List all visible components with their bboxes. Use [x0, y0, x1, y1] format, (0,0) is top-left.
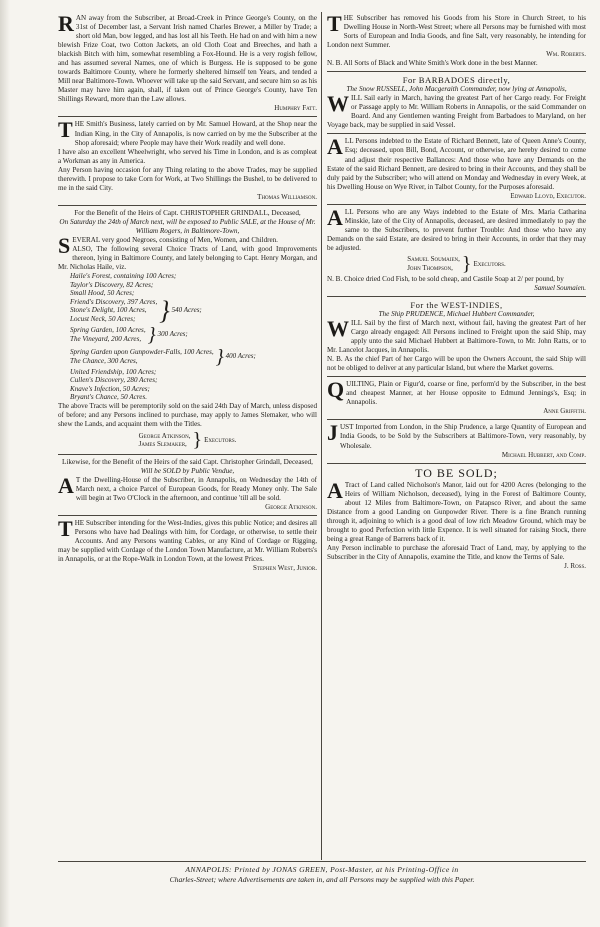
ad-text: LL Persons who are any Ways indebted to the Estate of Mrs. Maria Catharina Minskie, late of the City of Annapolis, deceased, are desired immediately to pay the same to the Subscribers, to prevent further Trouble: And those who have any Demands on the said Estate, are desired to bring in their Accounts, in order that they may be adjusted. — [327, 207, 586, 252]
ad-signature: Edward Lloyd, Executor. — [510, 191, 586, 200]
tract-item: Taylor's Discovery, 82 Acres; — [70, 280, 154, 289]
ad-note: N. B. Choice dried Cod Fish, to be sold cheap, and Castile Soap at 2/ per pound, by — [327, 274, 564, 283]
ad-text: HE Smith's Business, lately carried on by Mr. Samuel Howard, at the Shop near the Indian King, in the City of Annapolis, is now carried on by me the Subscriber at the Shop aforesaid; where People may have their Work readily and well done. — [74, 120, 317, 147]
divider — [327, 204, 586, 205]
ad-imported-goods — [327, 420, 586, 459]
ad-text: UST Imported from London, in the Ship Prudence, a large Quantity of European and India Goods, to be Sold by the Subscribers at Baltimore-Town, very reasonably, by Wholesale. — [340, 423, 586, 450]
tract-item: The Vineyard, 200 Acres, — [70, 334, 142, 343]
ad-west-indies-ship — [327, 300, 586, 373]
executors-block — [58, 429, 317, 451]
ad-note: N. B. All Sorts of Black and White Smith's Work done in the best Manner. — [327, 59, 538, 68]
tract-item: Haile's Forest, containing 100 Acres; — [70, 272, 177, 281]
left-column — [58, 14, 317, 863]
ad-body — [327, 91, 586, 130]
tract-item: Locust Neck, 50 Acres; — [70, 315, 136, 323]
executor-name: John Thompson, — [407, 263, 453, 272]
ad-runaway-servant — [58, 14, 317, 104]
ad-text: HE Subscriber has removed his Goods from his Store in Church Street, to his Dwelling House in North-West Street; where all Persons may be furnished with most Sorts of European and India Goods, and fine Salt, very reasonably, he intending for London next Summer. — [327, 14, 586, 50]
ad-text: HE Subscriber intending for the West-Indies, gives this public Notice; and desires all Persons who have had Dealings with him, for Cordage, or otherwise, to settle their Accounts. And any Persons wanting Cables, or any Kind of Cordage or Rigging, may be supplied with Cordage of the London Town Manufacture, at Mr. William Roberts's in Annapolis, or at the Rope-Walk in London Town, at the lowest Prices. — [58, 519, 317, 564]
ad-text-3: The above Tracts will be peremptorily sold on the said 24th Day of March, unless disposed of before; and any Persons inclined to purchase, may apply to James Slemaker, who will shew the Lands, and acquaint them with the Titles. — [58, 401, 317, 429]
ad-subheading: On Saturday the 24th of March next, will be exposed to Public SALE, at the House of Mr. William Rogers, in Baltimore-Town, — [59, 217, 316, 235]
tract-group — [70, 324, 317, 346]
dropcap: T — [58, 516, 73, 542]
dropcap: Q — [327, 377, 345, 403]
ad-heading: For the WEST-INDIES, — [410, 299, 503, 310]
dropcap: J — [327, 420, 338, 446]
divider — [58, 454, 317, 455]
ad-signature: Anne Griffith. — [543, 407, 586, 416]
ad-signature: Michael Hubbert, and Comp. — [501, 450, 586, 459]
divider — [58, 861, 586, 862]
imprint-line-1: ANNAPOLIS: Printed by JONAS GREEN, Post-Master, at his Printing-Office in — [185, 865, 459, 874]
dropcap: T — [58, 117, 73, 143]
ad-subheading: The Snow RUSSELL, John Macgeraith Commander, now lying at Annapolis, — [346, 85, 567, 94]
tract-item: Spring Garden, 100 Acres, — [70, 326, 146, 334]
executors-block — [327, 253, 586, 275]
divider — [327, 463, 586, 464]
divider — [58, 515, 317, 516]
ad-text: ILL Sail early in March, having the greatest Part of her Cargo ready. For Freight or Passage apply to Mr. William Roberts in Annapolis, or the said Commander on Board. And any Gentlemen wanting Freight from Barbadoes to Maryland, on her Voyage back, may be supplied in said Vessel. — [327, 94, 586, 130]
page-edge-shadow — [0, 0, 10, 927]
ad-body — [327, 477, 586, 562]
ad-text-2: ALSO, The following several Choice Tracts of Land, with good Improvements thereon, lying in Baltimore County, and lately belonging to Capt. Henry Morgan, and Mr. Nicholas Haile, viz. — [58, 244, 317, 271]
divider — [327, 296, 586, 297]
ad-subheading: The Ship PRUDENCE, Michael Hubbert Commander, — [378, 309, 535, 318]
dropcap: W — [327, 315, 349, 341]
ad-signature: Wm. Roberts. — [546, 50, 586, 59]
executor-name: James Slemaker, — [138, 440, 187, 449]
ad-body — [327, 420, 586, 450]
dropcap: A — [327, 134, 343, 160]
tract-list — [58, 272, 317, 402]
ad-text: AN away from the Subscriber, at Broad-Creek in Prince George's County, on the 31st of December last, a Servant Irish named Charles Brewer, a Miller by Trade; a short old Man, bow legged, and has lost all his Teeth. He had on and with him a new blewish Frize Coat, two Cotton Jackets, an old Cloth Coat and Breeches, and hath a blackish Bitch with him, somewhat resembling a Fox-Hound. He is a very rogish fellow, and has assumed several Names, one of which is Burgess. He is supposed to be gone towards Baltimore County, where he formerly sheltered himself ten Years, and tended a Mill near Baltimore-Town. Whoever will take up the said Servant, and secure him so as his Master may have him again, shall, if taken out of Prince George's County, have Ten Shillings Reward, more than the Law allows. — [58, 14, 317, 104]
divider — [327, 133, 586, 134]
divider — [327, 376, 586, 377]
ad-body — [327, 377, 586, 407]
dropcap: A — [58, 473, 74, 499]
group-total: 300 Acres; — [157, 330, 188, 339]
tract-group — [70, 346, 317, 368]
ad-text: LL Persons indebted to the Estate of Richard Bennett, late of Queen Anne's County, Esq; deceased, upon Bill, Bond, Account, or otherwise, are hereby desired to come and adjust their respective Ballances: And those who have any Demands on the Estate of the said Richard Bennett, are desired to bring in their Accounts, and they shall be duly paid by the Subscriber; who will attend on Monday and Wednesday in every Week, at his Dwelling House on Wye River, in Talbot County, for the Purposes aforesaid. — [327, 137, 586, 191]
ad-minskie-estate — [327, 204, 586, 293]
dropcap: S — [58, 232, 71, 258]
ad-body — [327, 14, 586, 50]
imprint-line-2: Charles-Street; where Advertisements are taken in, and all Persons may be supplied with this Paper. — [169, 875, 475, 884]
dropcap: W — [327, 91, 349, 117]
brace-icon: } — [147, 323, 156, 346]
dropcap: T — [327, 14, 342, 36]
ad-note: N. B. As the chief Part of her Cargo will be upon the Owners Account, the said Ship will not be obliged to deliver at any particular Island, but where the Market governs. — [327, 355, 586, 373]
ad-west-cordage — [58, 516, 317, 573]
tract-item: Stone's Delight, 100 Acres, — [70, 306, 147, 315]
brace-icon: } — [192, 429, 203, 452]
tract-item: Knave's Infection, 50 Acres; — [70, 384, 150, 393]
ad-signature: Thomas Williamson. — [257, 192, 317, 201]
ad-grindall-sale — [58, 209, 317, 451]
executors-label: Executors. — [204, 435, 237, 444]
group-total: 400 Acres; — [225, 352, 256, 361]
tract-item: Small Hood, 50 Acres; — [70, 289, 135, 298]
ad-body — [58, 232, 317, 272]
ad-heading: For BARBADOES directly, — [402, 75, 511, 86]
dropcap: A — [327, 477, 343, 503]
imprint-footer — [58, 861, 586, 885]
ad-text-2: Any Person inclinable to purchase the aforesaid Tract of Land, may, by applying to the Subscriber in the City of Annapolis, examine the Title, and know the Terms of Sale. — [327, 543, 586, 561]
tract-item: The Chance, 300 Acres, — [70, 356, 138, 365]
brace-icon: } — [159, 295, 170, 325]
column-divider — [321, 12, 322, 860]
ad-land-for-sale — [327, 467, 586, 571]
ad-text: Tract of Land called Nicholson's Manor, laid out for 4200 Acres (belonging to the Heirs of William Nicholson, deceased), lying in the Forest of Baltimore County, about 12 Miles from Baltimore-Town, on Patapsco River, and about the same Distance from a good Landing on Gunpowder River. There is a fine Branch running through it, adjoining to which is a good deal of low rich Meadow Ground, which may be brought to good Perfection with little Expence. It is well situated for raising Stock, there being a great Range of Barrens back of it. — [327, 480, 586, 543]
ad-heading: For the Benefit of the Heirs of Capt. CHRISTOPHER GRINDALL, Deceased, — [74, 208, 301, 217]
ad-barbadoes-ship — [327, 75, 586, 130]
ad-subheading: Will be SOLD by Public Vendue, — [140, 467, 235, 476]
ad-text: EVERAL very good Negroes, consisting of Men, Women, and Children. — [72, 235, 278, 244]
ad-body — [327, 204, 586, 253]
divider — [327, 419, 586, 420]
ad-signature: Stephen West, Junior. — [253, 564, 317, 573]
dropcap: R — [58, 14, 74, 36]
ad-grindall-vendue — [58, 458, 317, 512]
ad-body — [58, 473, 317, 503]
executors-label: Executors. — [473, 259, 506, 268]
ad-body — [327, 315, 586, 355]
right-column — [327, 14, 586, 863]
ad-text-2: I have also an excellent Wheelwright, who served his Time in London, and is as compleat a Workman as any in America. — [58, 147, 317, 165]
tract-item: United Friendship, 100 Acres; — [70, 367, 157, 376]
ad-heading: TO BE SOLD; — [415, 465, 498, 480]
ad-signature: Humphry Fatt. — [274, 104, 317, 113]
tract-item: Cullen's Discovery, 280 Acres; — [70, 376, 158, 385]
divider — [58, 116, 317, 117]
ad-roberts-goods — [327, 14, 586, 68]
brace-icon: } — [215, 345, 224, 368]
divider — [58, 205, 317, 206]
ad-text: ILL Sail by the first of March next, without fail, having the greatest Part of her Cargo already engaged: All Persons inclined to Freight upon the said Ship, may apply unto the said Michael Hubbert at Baltimore-Town, to Mr. John Ratts, or to Mr. Lancelot Jacques, in Annapolis. — [327, 318, 586, 355]
dropcap: A — [327, 204, 343, 230]
ad-bennett-estate — [327, 134, 586, 200]
executor-name: Samuel Soumaien, — [407, 255, 460, 264]
brace-icon: } — [461, 252, 472, 275]
tract-item: Spring Garden upon Gunpowder-Falls, 100 Acres, — [70, 348, 214, 356]
ad-smith-business — [58, 117, 317, 192]
divider — [327, 71, 586, 72]
group-total: 540 Acres; — [171, 306, 202, 315]
tract-group — [70, 295, 317, 325]
ad-text-3: Any Person having occasion for any Thing relating to the above Trades, may be supplied therewith. I propose to take Corn for Work, at Two Shillings the Bushel, to be delivered to me in the said City. — [58, 165, 317, 192]
executor-name: George Atkinson, — [138, 431, 191, 440]
ad-signature: J. Ross. — [564, 561, 586, 570]
ad-body — [58, 516, 317, 564]
ad-heading: Likewise, for the Benefit of the Heirs of the said Capt. Christopher Grindall, Deceased, — [62, 458, 313, 467]
ad-signature: Samuel Soumaien. — [534, 283, 586, 292]
tract-item: Friend's Discovery, 397 Acres, — [70, 297, 158, 306]
ad-text: T the Dwelling-House of the Subscriber, in Annapolis, on Wednesday the 14th of March next, a choice Parcel of European Goods, for Ready Money only. The Sale will begin at Two O'Clock in the afternoon, and continue 'till all be sold. — [75, 476, 317, 503]
ad-quilting — [327, 377, 586, 416]
ad-text: UILTING, Plain or Figur'd, coarse or fine, perform'd by the Subscriber, in the best and cheapest Manner, at her House opposite to Edmund Jennings's, Esq; in Annapolis. — [346, 380, 586, 407]
ad-signature: George Atkinson. — [265, 503, 317, 512]
ad-body — [327, 134, 586, 191]
tract-item: Bryant's Chance, 50 Acres. — [70, 393, 147, 402]
